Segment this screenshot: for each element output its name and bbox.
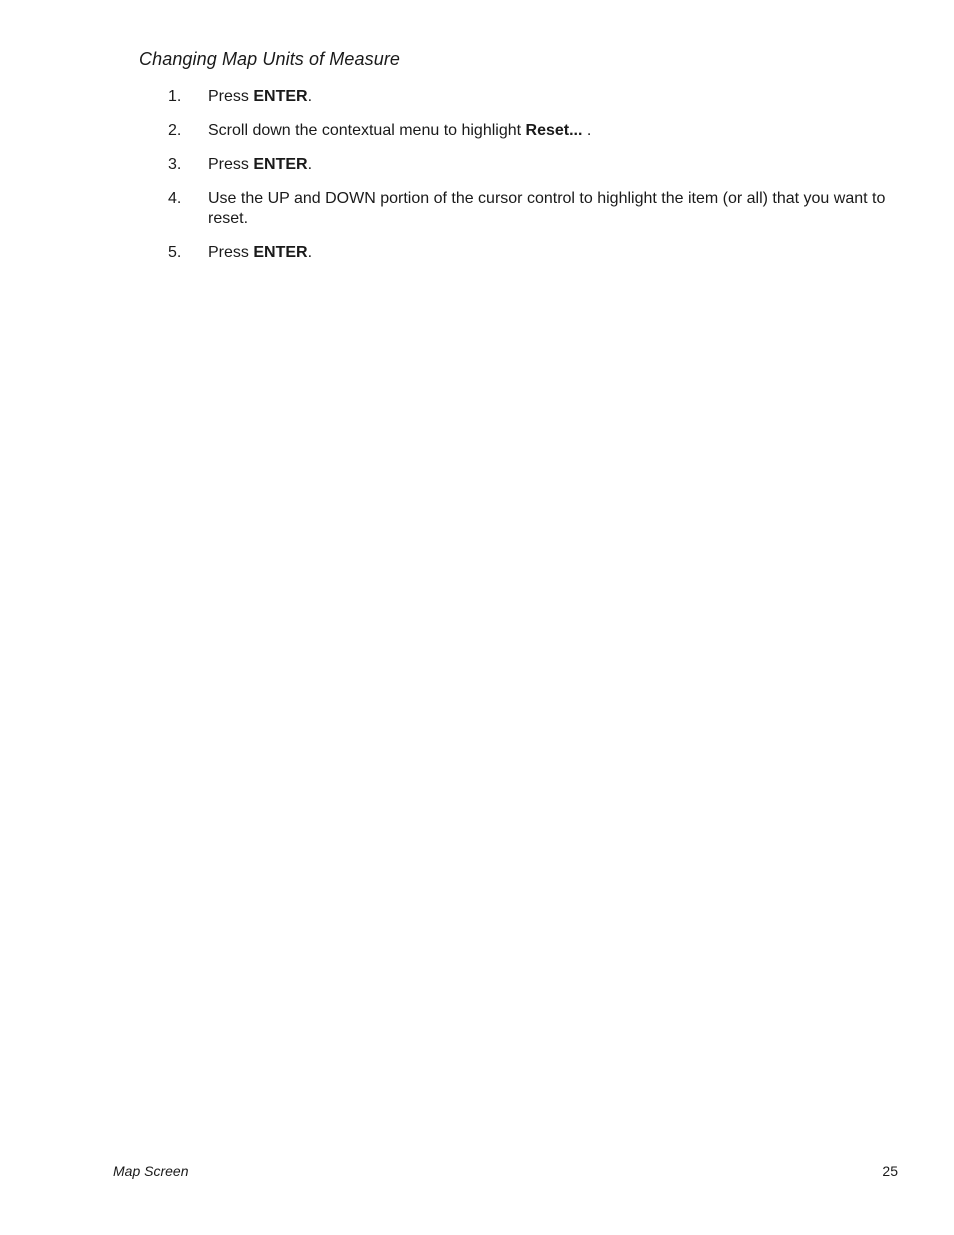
step-item [168,121,888,141]
step-text-bold: ENTER [253,244,308,261]
step-text-bold: Reset... [525,122,583,139]
step-number: 2. [168,122,182,139]
step-text [208,244,312,261]
step-item [168,189,888,229]
step-number: 5. [168,244,182,261]
step-text-bold: ENTER [253,156,308,173]
footer-page-number: 25 [882,1163,898,1179]
step-text-after: . [307,156,313,173]
step-number: 4. [168,190,182,207]
step-text-bold: ENTER [253,88,308,105]
step-text-before: Use the UP and DOWN portion of the cursor control to highlight the item (or all) that you want to reset. [208,190,886,227]
step-text-before: Scroll down the contextual menu to highlight [208,122,526,139]
step-text [208,88,312,105]
step-text [208,156,312,173]
step-text-before: Press [208,88,254,105]
step-item [168,155,888,175]
step-item [168,87,888,107]
step-number: 1. [168,88,182,105]
step-text-after: . [307,88,313,105]
step-number: 3. [168,156,182,173]
step-text-after: . [307,244,313,261]
footer-section-name: Map Screen [113,1163,189,1179]
step-text [208,190,885,227]
section-heading: Changing Map Units of Measure [139,49,401,69]
step-text-before: Press [208,156,254,173]
step-text [208,122,591,139]
step-text-after: . [582,122,592,139]
step-text-before: Press [208,244,254,261]
step-item [168,243,888,263]
steps-list [168,87,888,277]
